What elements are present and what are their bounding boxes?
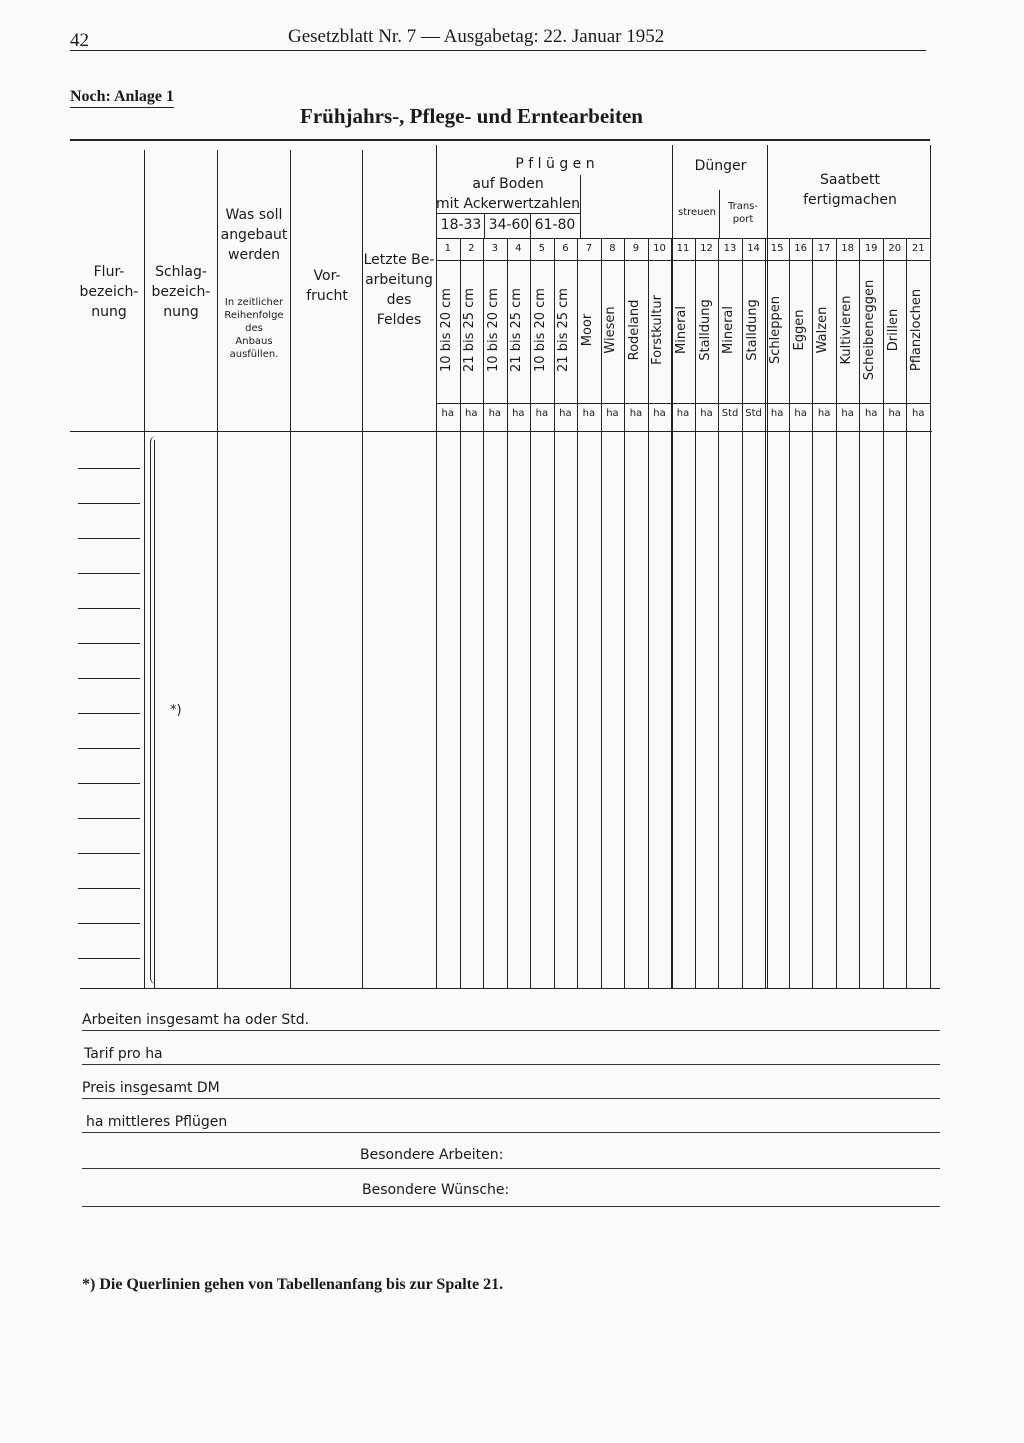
col-unit: Std xyxy=(721,408,739,419)
col-label: 10 bis 20 cm xyxy=(438,288,454,372)
flur-row-line xyxy=(78,643,140,644)
col-label: 21 bis 25 cm xyxy=(462,288,478,372)
col-label: Moor xyxy=(579,313,595,347)
col-unit: ha xyxy=(559,408,572,419)
col-unit: ha xyxy=(653,408,666,419)
col-unit: ha xyxy=(770,408,784,419)
col-number: 11 xyxy=(676,243,690,254)
row-arbeiten-insgesamt: Arbeiten insgesamt ha oder Std. xyxy=(82,1012,310,1028)
col-number: 19 xyxy=(864,243,878,254)
flur-row-line xyxy=(78,503,140,504)
col-number: 21 xyxy=(911,243,925,254)
range-34-60: 34-60 xyxy=(488,217,530,233)
col-divider xyxy=(765,238,766,988)
col-number: 6 xyxy=(562,243,569,254)
col-number: 12 xyxy=(700,243,713,254)
group-auf-boden: auf Boden mit Ackerwertzahlen xyxy=(436,176,580,212)
col-unit: ha xyxy=(512,408,525,419)
col-number: 9 xyxy=(632,243,640,254)
col-unit: ha xyxy=(676,408,690,419)
col-label: Walzen xyxy=(815,306,831,354)
asterisk-mark: *) xyxy=(170,703,182,718)
col-number: 4 xyxy=(515,243,522,254)
col-divider xyxy=(601,238,602,988)
group-saatbett: Saatbett fertigmachen xyxy=(803,172,897,208)
flur-row-line xyxy=(78,538,140,539)
col-unit: ha xyxy=(700,408,713,419)
col-number: 3 xyxy=(491,243,498,254)
col-divider xyxy=(671,238,672,988)
col-divider xyxy=(483,238,484,988)
flur-row-line xyxy=(78,713,140,714)
page-title: Frühjahrs-, Pflege- und Erntearbeiten xyxy=(300,104,643,128)
col-unit: ha xyxy=(629,408,643,419)
footnote: *) Die Querlinien gehen von Tabellenanfang bis zur Spalte 21. xyxy=(82,1276,504,1293)
col-label: 10 bis 20 cm xyxy=(532,288,548,372)
col-vorfrucht: Vor- frucht xyxy=(306,268,348,304)
col-divider xyxy=(624,238,625,988)
col-label: Rodeland xyxy=(626,299,642,361)
col-number: 10 xyxy=(653,243,666,254)
flur-row-line xyxy=(78,923,140,924)
col-label: Kultivieren xyxy=(838,295,854,365)
group-duenger: Dünger xyxy=(694,158,747,174)
range-18-33: 18-33 xyxy=(440,217,482,233)
group-streuen: streuen xyxy=(677,207,716,218)
col-label: Scheibeneggen xyxy=(862,279,878,381)
col-label: Mineral xyxy=(674,306,689,354)
col-divider xyxy=(648,238,649,988)
col-unit: ha xyxy=(465,408,478,419)
col-label: Mineral xyxy=(721,306,737,354)
col-unit: ha xyxy=(864,408,878,419)
col-label: Forstkultur xyxy=(650,295,666,365)
table-top-rule xyxy=(70,139,930,141)
col-unit: ha xyxy=(582,408,596,419)
col-unit: ha xyxy=(488,408,502,419)
row-tarif: Tarif pro ha xyxy=(84,1046,163,1062)
row-besondere-arbeiten: Besondere Arbeiten: xyxy=(360,1147,504,1163)
col-unit: ha xyxy=(441,408,454,419)
col-divider xyxy=(577,238,578,988)
page-number: 42 xyxy=(70,30,89,51)
col-label: Eggen xyxy=(791,309,807,351)
col-unit: ha xyxy=(841,408,854,419)
col-unit: ha xyxy=(606,408,619,419)
row-mittleres-pfluegen: ha mittleres Pflügen xyxy=(86,1114,228,1130)
col-schlag: Schlag- bezeich- nung xyxy=(151,264,211,320)
running-header: Gesetzblatt Nr. 7 — Ausgabetag: 22. Januar 1952 xyxy=(288,26,665,47)
group-transport: Trans- port xyxy=(727,201,759,225)
row-brace xyxy=(150,436,161,984)
col-divider xyxy=(460,238,461,988)
col-label: 21 bis 25 cm xyxy=(509,288,525,372)
col-divider xyxy=(906,238,907,988)
section-label: Noch: Anlage 1 xyxy=(70,88,174,108)
col-label: 10 bis 20 cm xyxy=(485,288,501,372)
col-number: 5 xyxy=(538,243,546,254)
col-was-soll-note: In zeitlicher Reihenfolge des Anbaus ausfüllen. xyxy=(224,297,284,360)
col-unit: ha xyxy=(817,408,831,419)
col-number: 18 xyxy=(841,243,855,254)
col-unit: ha xyxy=(535,408,549,419)
flur-row-line xyxy=(78,783,140,784)
col-number: 2 xyxy=(468,243,475,254)
flur-row-line xyxy=(78,608,140,609)
col-divider xyxy=(789,238,790,988)
flur-row-line xyxy=(78,958,140,959)
col-number: 13 xyxy=(723,243,737,254)
col-label: 21 bis 25 cm xyxy=(556,288,572,372)
col-letzte-bearbeitung: Letzte Be- arbeitung des Feldes xyxy=(363,252,435,328)
col-label: Stalldung xyxy=(744,299,760,361)
row-preis: Preis insgesamt DM xyxy=(82,1080,220,1096)
col-divider xyxy=(530,238,531,988)
col-number: 1 xyxy=(444,243,451,254)
range-61-80: 61-80 xyxy=(534,217,576,233)
table-header-rule xyxy=(70,431,932,432)
col-unit: ha xyxy=(888,408,901,419)
col-divider xyxy=(554,238,555,988)
col-number: 20 xyxy=(888,243,902,254)
col-number: 7 xyxy=(585,243,593,254)
col-label: Wiesen xyxy=(603,306,619,354)
flur-row-line xyxy=(78,678,140,679)
col-number: 16 xyxy=(794,243,807,254)
col-unit: ha xyxy=(794,408,807,419)
flur-row-line xyxy=(78,468,140,469)
col-label: Pflanzlochen xyxy=(909,288,925,372)
col-number: 14 xyxy=(747,243,760,254)
col-was-soll: Was soll angebaut werden xyxy=(220,207,288,263)
col-divider xyxy=(742,238,743,988)
col-divider xyxy=(836,238,837,988)
col-flur: Flur- bezeich- nung xyxy=(79,264,139,320)
row-besondere-wuensche: Besondere Wünsche: xyxy=(362,1182,510,1198)
col-divider xyxy=(718,238,719,988)
col-number: 15 xyxy=(770,243,784,254)
flur-row-line xyxy=(78,573,140,574)
col-divider xyxy=(812,238,813,988)
col-divider xyxy=(859,238,860,988)
group-pfluegen: P f l ü g e n xyxy=(515,156,595,172)
col-number: 8 xyxy=(609,243,616,254)
col-unit: Std xyxy=(745,408,762,419)
flur-row-line xyxy=(78,818,140,819)
flur-row-line xyxy=(78,748,140,749)
flur-row-line xyxy=(78,888,140,889)
col-unit: ha xyxy=(912,408,925,419)
table-bottom-rule xyxy=(80,988,940,989)
flur-row-line xyxy=(78,853,140,854)
col-divider xyxy=(507,238,508,988)
col-divider xyxy=(695,238,696,988)
col-label: Drillen xyxy=(885,308,901,352)
col-divider xyxy=(883,238,884,988)
header-rule xyxy=(70,50,926,51)
col-label: Stalldung xyxy=(697,299,713,361)
col-label: Schleppen xyxy=(768,296,784,364)
col-number: 17 xyxy=(817,243,831,254)
